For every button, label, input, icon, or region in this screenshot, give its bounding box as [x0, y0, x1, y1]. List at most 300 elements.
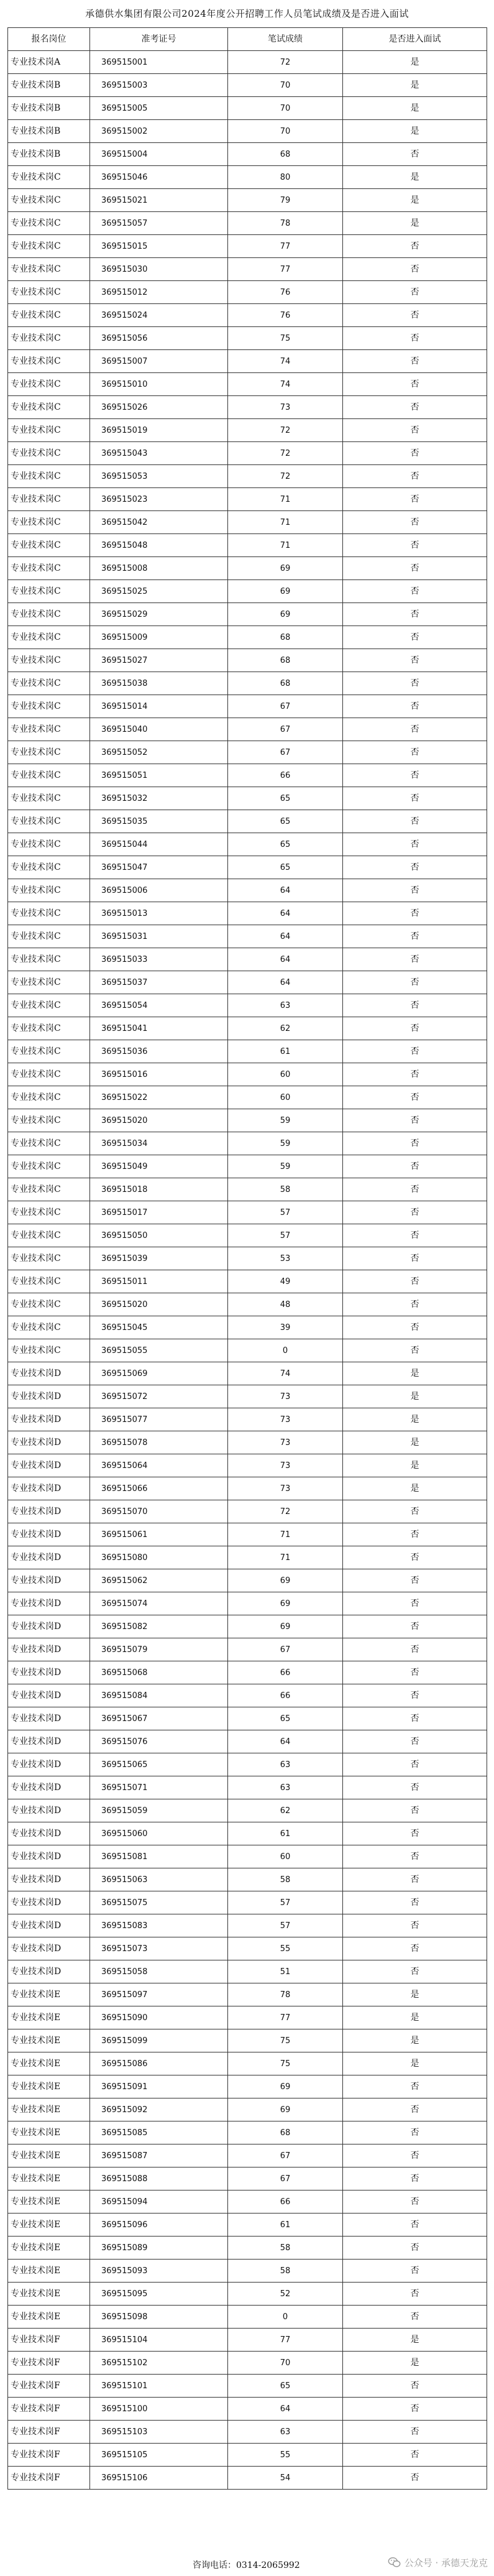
table-row — [8, 1224, 487, 1247]
cell-position: 专业技术岗C — [8, 1224, 90, 1247]
cell-exam-number: 369515020 — [90, 1109, 228, 1132]
cell-written-score: 64 — [228, 1730, 343, 1753]
cell-interview-status: 否 — [343, 419, 487, 442]
cell-written-score: 69 — [228, 2075, 343, 2098]
table-row — [8, 1500, 487, 1523]
cell-exam-number: 369515055 — [90, 1339, 228, 1362]
table-row — [8, 1155, 487, 1178]
table-row — [8, 741, 487, 764]
cell-position: 专业技术岗E — [8, 2306, 90, 2329]
table-row — [8, 1316, 487, 1339]
cell-written-score: 70 — [228, 74, 343, 97]
table-row — [8, 1707, 487, 1730]
cell-written-score: 58 — [228, 1178, 343, 1201]
cell-interview-status: 否 — [343, 2398, 487, 2421]
cell-position: 专业技术岗D — [8, 1822, 90, 1845]
cell-written-score: 78 — [228, 212, 343, 235]
cell-position: 专业技术岗C — [8, 235, 90, 258]
table-body — [8, 51, 487, 2490]
cell-position: 专业技术岗C — [8, 925, 90, 948]
cell-position: 专业技术岗D — [8, 1753, 90, 1776]
cell-interview-status: 否 — [343, 1201, 487, 1224]
cell-position: 专业技术岗E — [8, 2006, 90, 2029]
cell-position: 专业技术岗C — [8, 1017, 90, 1040]
table-row — [8, 2283, 487, 2306]
cell-position: 专业技术岗D — [8, 1661, 90, 1684]
table-row — [8, 1546, 487, 1569]
cell-interview-status: 否 — [343, 304, 487, 327]
cell-written-score: 71 — [228, 534, 343, 557]
cell-interview-status: 否 — [343, 1914, 487, 1937]
cell-written-score: 77 — [228, 2006, 343, 2029]
cell-exam-number: 369515042 — [90, 511, 228, 534]
cell-interview-status: 否 — [343, 1937, 487, 1960]
cell-interview-status: 否 — [343, 1891, 487, 1914]
cell-position: 专业技术岗C — [8, 442, 90, 465]
cell-exam-number: 369515057 — [90, 212, 228, 235]
cell-written-score: 65 — [228, 833, 343, 856]
cell-position: 专业技术岗D — [8, 1868, 90, 1891]
cell-exam-number: 369515091 — [90, 2075, 228, 2098]
cell-position: 专业技术岗D — [8, 1500, 90, 1523]
table-row — [8, 580, 487, 603]
table-row — [8, 672, 487, 695]
cell-interview-status: 否 — [343, 902, 487, 925]
cell-interview-status: 是 — [343, 1983, 487, 2006]
cell-written-score: 66 — [228, 764, 343, 787]
table-row — [8, 1132, 487, 1155]
table-row — [8, 1431, 487, 1454]
cell-position: 专业技术岗C — [8, 764, 90, 787]
cell-written-score: 64 — [228, 902, 343, 925]
cell-exam-number: 369515096 — [90, 2214, 228, 2237]
cell-interview-status: 否 — [343, 580, 487, 603]
cell-interview-status: 否 — [343, 2260, 487, 2283]
cell-written-score: 65 — [228, 787, 343, 810]
cell-exam-number: 369515053 — [90, 465, 228, 488]
cell-interview-status: 否 — [343, 994, 487, 1017]
table-row — [8, 1408, 487, 1431]
cell-exam-number: 369515082 — [90, 1615, 228, 1638]
cell-written-score: 75 — [228, 2052, 343, 2075]
cell-interview-status: 否 — [343, 718, 487, 741]
table-row — [8, 833, 487, 856]
cell-exam-number: 369515026 — [90, 396, 228, 419]
cell-exam-number: 369515043 — [90, 442, 228, 465]
cell-interview-status: 否 — [343, 1845, 487, 1868]
cell-exam-number: 369515021 — [90, 189, 228, 212]
table-row — [8, 2006, 487, 2029]
cell-written-score: 67 — [228, 741, 343, 764]
cell-interview-status: 否 — [343, 1776, 487, 1799]
cell-interview-status: 否 — [343, 833, 487, 856]
cell-interview-status: 否 — [343, 1868, 487, 1891]
cell-position: 专业技术岗D — [8, 1730, 90, 1753]
cell-written-score: 71 — [228, 1523, 343, 1546]
cell-interview-status: 否 — [343, 948, 487, 971]
cell-position: 专业技术岗C — [8, 1247, 90, 1270]
cell-interview-status: 否 — [343, 971, 487, 994]
cell-interview-status: 否 — [343, 258, 487, 281]
table-row — [8, 1017, 487, 1040]
cell-interview-status: 否 — [343, 1822, 487, 1845]
cell-written-score: 0 — [228, 1339, 343, 1362]
cell-interview-status: 否 — [343, 1592, 487, 1615]
cell-written-score: 70 — [228, 97, 343, 120]
cell-exam-number: 369515079 — [90, 1638, 228, 1661]
table-row — [8, 1454, 487, 1477]
table-row — [8, 2306, 487, 2329]
cell-written-score: 51 — [228, 1960, 343, 1983]
table-row — [8, 2075, 487, 2098]
cell-position: 专业技术岗C — [8, 212, 90, 235]
cell-written-score: 67 — [228, 695, 343, 718]
cell-exam-number: 369515025 — [90, 580, 228, 603]
cell-interview-status: 否 — [343, 672, 487, 695]
cell-position: 专业技术岗D — [8, 1914, 90, 1937]
cell-written-score: 63 — [228, 1776, 343, 1799]
cell-written-score: 70 — [228, 2352, 343, 2375]
cell-position: 专业技术岗C — [8, 672, 90, 695]
cell-position: 专业技术岗D — [8, 1454, 90, 1477]
cell-interview-status: 否 — [343, 1155, 487, 1178]
cell-interview-status: 是 — [343, 2329, 487, 2352]
table-row — [8, 2444, 487, 2467]
cell-position: 专业技术岗C — [8, 856, 90, 879]
table-row — [8, 1891, 487, 1914]
cell-exam-number: 369515059 — [90, 1799, 228, 1822]
cell-written-score: 55 — [228, 2444, 343, 2467]
table-row — [8, 1960, 487, 1983]
cell-written-score: 59 — [228, 1155, 343, 1178]
cell-exam-number: 369515104 — [90, 2329, 228, 2352]
cell-exam-number: 369515005 — [90, 97, 228, 120]
cell-position: 专业技术岗C — [8, 1339, 90, 1362]
table-row — [8, 1293, 487, 1316]
cell-written-score: 61 — [228, 2214, 343, 2237]
table-row — [8, 695, 487, 718]
table-row — [8, 373, 487, 396]
cell-position: 专业技术岗F — [8, 2398, 90, 2421]
cell-written-score: 68 — [228, 626, 343, 649]
cell-exam-number: 369515034 — [90, 1132, 228, 1155]
cell-exam-number: 369515052 — [90, 741, 228, 764]
cell-interview-status: 是 — [343, 1431, 487, 1454]
cell-written-score: 71 — [228, 511, 343, 534]
cell-exam-number: 369515054 — [90, 994, 228, 1017]
table-row — [8, 1799, 487, 1822]
cell-written-score: 64 — [228, 925, 343, 948]
cell-position: 专业技术岗E — [8, 2191, 90, 2214]
cell-written-score: 67 — [228, 1638, 343, 1661]
cell-exam-number: 369515014 — [90, 695, 228, 718]
cell-written-score: 64 — [228, 971, 343, 994]
table-row — [8, 902, 487, 925]
cell-interview-status: 否 — [343, 649, 487, 672]
cell-written-score: 58 — [228, 1868, 343, 1891]
table-row — [8, 2098, 487, 2121]
cell-written-score: 68 — [228, 2121, 343, 2144]
table-row — [8, 1937, 487, 1960]
cell-written-score: 66 — [228, 1661, 343, 1684]
table-row — [8, 396, 487, 419]
cell-exam-number: 369515032 — [90, 787, 228, 810]
cell-written-score: 69 — [228, 580, 343, 603]
cell-written-score: 66 — [228, 1684, 343, 1707]
cell-interview-status: 否 — [343, 373, 487, 396]
cell-exam-number: 369515085 — [90, 2121, 228, 2144]
cell-exam-number: 369515017 — [90, 1201, 228, 1224]
cell-interview-status: 是 — [343, 1408, 487, 1431]
cell-written-score: 68 — [228, 649, 343, 672]
cell-exam-number: 369515088 — [90, 2167, 228, 2191]
cell-position: 专业技术岗D — [8, 1960, 90, 1983]
cell-position: 专业技术岗D — [8, 1592, 90, 1615]
table-row — [8, 2260, 487, 2283]
cell-exam-number: 369515067 — [90, 1707, 228, 1730]
cell-exam-number: 369515002 — [90, 120, 228, 143]
cell-interview-status: 否 — [343, 2444, 487, 2467]
cell-position: 专业技术岗D — [8, 1684, 90, 1707]
cell-written-score: 69 — [228, 1569, 343, 1592]
cell-position: 专业技术岗C — [8, 902, 90, 925]
cell-position: 专业技术岗C — [8, 1155, 90, 1178]
table-row — [8, 2398, 487, 2421]
cell-written-score: 62 — [228, 1799, 343, 1822]
table-row — [8, 2421, 487, 2444]
cell-exam-number: 369515033 — [90, 948, 228, 971]
cell-written-score: 52 — [228, 2283, 343, 2306]
table-row — [8, 603, 487, 626]
table-row — [8, 2191, 487, 2214]
cell-exam-number: 369515049 — [90, 1155, 228, 1178]
cell-written-score: 53 — [228, 1247, 343, 1270]
table-row — [8, 2144, 487, 2167]
cell-written-score: 72 — [228, 1500, 343, 1523]
cell-exam-number: 369515029 — [90, 603, 228, 626]
table-row — [8, 787, 487, 810]
cell-written-score: 72 — [228, 465, 343, 488]
table-row — [8, 2052, 487, 2075]
cell-exam-number: 369515046 — [90, 166, 228, 189]
cell-interview-status: 否 — [343, 626, 487, 649]
cell-written-score: 65 — [228, 2375, 343, 2398]
header-interview-status: 是否进入面试 — [343, 28, 487, 51]
cell-interview-status: 否 — [343, 1523, 487, 1546]
cell-written-score: 61 — [228, 1040, 343, 1063]
table-row — [8, 419, 487, 442]
cell-position: 专业技术岗C — [8, 741, 90, 764]
cell-written-score: 62 — [228, 1017, 343, 1040]
cell-exam-number: 369515009 — [90, 626, 228, 649]
cell-position: 专业技术岗C — [8, 695, 90, 718]
cell-exam-number: 369515015 — [90, 235, 228, 258]
cell-interview-status: 是 — [343, 1477, 487, 1500]
cell-interview-status: 否 — [343, 2075, 487, 2098]
cell-exam-number: 369515016 — [90, 1063, 228, 1086]
cell-interview-status: 是 — [343, 1454, 487, 1477]
cell-written-score: 48 — [228, 1293, 343, 1316]
cell-position: 专业技术岗C — [8, 1270, 90, 1293]
cell-interview-status: 否 — [343, 2283, 487, 2306]
cell-exam-number: 369515077 — [90, 1408, 228, 1431]
cell-exam-number: 369515056 — [90, 327, 228, 350]
table-row — [8, 2375, 487, 2398]
cell-written-score: 72 — [228, 442, 343, 465]
cell-position: 专业技术岗C — [8, 1063, 90, 1086]
table-row — [8, 1730, 487, 1753]
table-row — [8, 1845, 487, 1868]
cell-position: 专业技术岗A — [8, 51, 90, 74]
cell-exam-number: 369515039 — [90, 1247, 228, 1270]
cell-position: 专业技术岗D — [8, 1707, 90, 1730]
cell-exam-number: 369515013 — [90, 902, 228, 925]
cell-written-score: 61 — [228, 1822, 343, 1845]
cell-exam-number: 369515069 — [90, 1362, 228, 1385]
cell-exam-number: 369515070 — [90, 1500, 228, 1523]
cell-position: 专业技术岗F — [8, 2444, 90, 2467]
table-row — [8, 2121, 487, 2144]
cell-exam-number: 369515081 — [90, 1845, 228, 1868]
cell-exam-number: 369515010 — [90, 373, 228, 396]
cell-position: 专业技术岗C — [8, 1086, 90, 1109]
cell-position: 专业技术岗D — [8, 1477, 90, 1500]
cell-written-score: 64 — [228, 879, 343, 902]
table-row — [8, 1776, 487, 1799]
cell-exam-number: 369515001 — [90, 51, 228, 74]
table-row — [8, 1523, 487, 1546]
cell-exam-number: 369515092 — [90, 2098, 228, 2121]
cell-position: 专业技术岗C — [8, 1178, 90, 1201]
cell-position: 专业技术岗E — [8, 2283, 90, 2306]
header-exam-number: 准考证号 — [90, 28, 228, 51]
cell-exam-number: 369515068 — [90, 1661, 228, 1684]
table-row — [8, 1753, 487, 1776]
cell-exam-number: 369515047 — [90, 856, 228, 879]
cell-position: 专业技术岗C — [8, 626, 90, 649]
cell-interview-status: 否 — [343, 2121, 487, 2144]
cell-interview-status: 否 — [343, 1293, 487, 1316]
cell-exam-number: 369515094 — [90, 2191, 228, 2214]
cell-interview-status: 是 — [343, 74, 487, 97]
footer — [0, 2553, 494, 2576]
cell-interview-status: 否 — [343, 1638, 487, 1661]
cell-position: 专业技术岗C — [8, 511, 90, 534]
cell-position: 专业技术岗C — [8, 327, 90, 350]
cell-position: 专业技术岗C — [8, 810, 90, 833]
table-row — [8, 1822, 487, 1845]
cell-written-score: 71 — [228, 488, 343, 511]
cell-position: 专业技术岗C — [8, 350, 90, 373]
table-row — [8, 1040, 487, 1063]
cell-written-score: 71 — [228, 1546, 343, 1569]
cell-position: 专业技术岗E — [8, 2237, 90, 2260]
cell-written-score: 68 — [228, 672, 343, 695]
cell-interview-status: 否 — [343, 2167, 487, 2191]
cell-position: 专业技术岗E — [8, 2214, 90, 2237]
cell-position: 专业技术岗C — [8, 1316, 90, 1339]
cell-interview-status: 否 — [343, 281, 487, 304]
cell-interview-status: 否 — [343, 143, 487, 166]
cell-interview-status: 否 — [343, 764, 487, 787]
table-row — [8, 1362, 487, 1385]
table-row — [8, 1615, 487, 1638]
cell-position: 专业技术岗C — [8, 373, 90, 396]
cell-written-score: 69 — [228, 557, 343, 580]
cell-exam-number: 369515090 — [90, 2006, 228, 2029]
cell-position: 专业技术岗F — [8, 2375, 90, 2398]
cell-position: 专业技术岗C — [8, 534, 90, 557]
cell-written-score: 60 — [228, 1063, 343, 1086]
table-row — [8, 856, 487, 879]
cell-interview-status: 是 — [343, 1362, 487, 1385]
cell-written-score: 73 — [228, 1408, 343, 1431]
header-position: 报名岗位 — [8, 28, 90, 51]
cell-interview-status: 否 — [343, 1132, 487, 1155]
cell-position: 专业技术岗F — [8, 2352, 90, 2375]
cell-position: 专业技术岗C — [8, 258, 90, 281]
cell-interview-status: 否 — [343, 1684, 487, 1707]
cell-position: 专业技术岗B — [8, 97, 90, 120]
cell-exam-number: 369515041 — [90, 1017, 228, 1040]
cell-position: 专业技术岗D — [8, 1546, 90, 1569]
table-row — [8, 1868, 487, 1891]
cell-position: 专业技术岗E — [8, 2052, 90, 2075]
cell-written-score: 60 — [228, 1086, 343, 1109]
cell-position: 专业技术岗C — [8, 1293, 90, 1316]
cell-written-score: 69 — [228, 1615, 343, 1638]
cell-interview-status: 否 — [343, 1270, 487, 1293]
table-row — [8, 189, 487, 212]
cell-interview-status: 否 — [343, 1799, 487, 1822]
cell-written-score: 54 — [228, 2467, 343, 2490]
cell-interview-status: 是 — [343, 212, 487, 235]
cell-position: 专业技术岗C — [8, 994, 90, 1017]
cell-exam-number: 369515040 — [90, 718, 228, 741]
cell-exam-number: 369515065 — [90, 1753, 228, 1776]
cell-interview-status: 否 — [343, 1569, 487, 1592]
contact-phone: 咨询电话：0314-2065992 — [193, 2560, 300, 2570]
cell-interview-status: 否 — [343, 856, 487, 879]
cell-exam-number: 369515095 — [90, 2283, 228, 2306]
cell-exam-number: 369515037 — [90, 971, 228, 994]
cell-exam-number: 369515023 — [90, 488, 228, 511]
cell-position: 专业技术岗E — [8, 2144, 90, 2167]
cell-interview-status: 否 — [343, 603, 487, 626]
cell-exam-number: 369515074 — [90, 1592, 228, 1615]
cell-written-score: 65 — [228, 810, 343, 833]
cell-position: 专业技术岗C — [8, 419, 90, 442]
cell-written-score: 58 — [228, 2260, 343, 2283]
cell-exam-number: 369515051 — [90, 764, 228, 787]
table-row — [8, 649, 487, 672]
table-row — [8, 304, 487, 327]
table-row — [8, 442, 487, 465]
cell-exam-number: 369515030 — [90, 258, 228, 281]
cell-written-score: 60 — [228, 1845, 343, 1868]
cell-position: 专业技术岗C — [8, 557, 90, 580]
table-row — [8, 350, 487, 373]
cell-exam-number: 369515044 — [90, 833, 228, 856]
cell-interview-status: 否 — [343, 1063, 487, 1086]
cell-interview-status: 否 — [343, 1086, 487, 1109]
cell-exam-number: 369515008 — [90, 557, 228, 580]
cell-written-score: 76 — [228, 304, 343, 327]
table-row — [8, 166, 487, 189]
cell-written-score: 63 — [228, 2421, 343, 2444]
cell-position: 专业技术岗C — [8, 603, 90, 626]
cell-position: 专业技术岗B — [8, 120, 90, 143]
